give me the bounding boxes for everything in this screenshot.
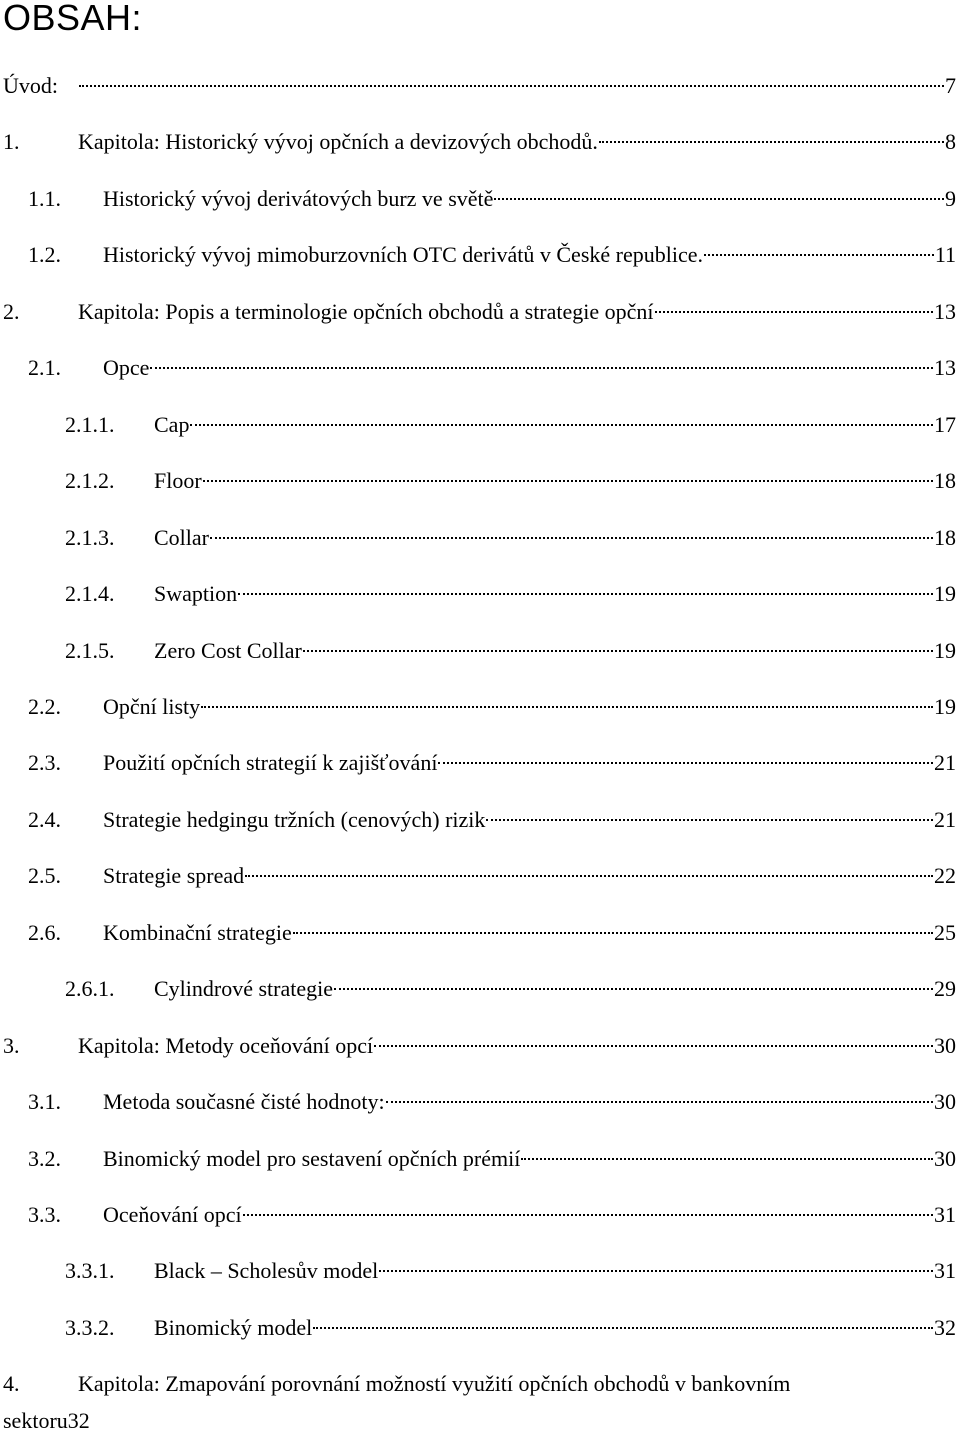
toc-entry-page-number: 8 xyxy=(945,129,956,155)
toc-entry-label: Metoda současné čisté hodnoty: xyxy=(103,1089,385,1115)
toc-dot-leader xyxy=(386,1101,933,1103)
toc-entry-page-number: 13 xyxy=(934,355,956,381)
toc-dot-leader xyxy=(303,650,933,652)
toc-entry-label: Opce xyxy=(103,355,150,381)
toc-entry-page-number: 19 xyxy=(934,693,956,719)
toc-entry-label: Historický vývoj mimoburzovních OTC derivátů v České republice. xyxy=(103,242,703,268)
toc-entry-page-number: 21 xyxy=(934,806,956,832)
toc-entry-number: 2.2. xyxy=(28,693,61,719)
toc-entry[interactable] xyxy=(0,856,960,896)
toc-entry-page-number: 11 xyxy=(934,242,956,268)
toc-entry-page-number: 32 xyxy=(934,1314,956,1340)
toc-entry-number: 3.3. xyxy=(28,1202,61,1227)
toc-entry-number: Úvod: xyxy=(3,73,58,98)
toc-entry-label: Binomický model pro sestavení opčních prémií xyxy=(103,1145,521,1171)
toc-entry-page-number: 31 xyxy=(934,1202,956,1227)
toc-entry-label: Strategie spread xyxy=(103,863,245,889)
toc-entry-page-number: 13 xyxy=(934,298,956,324)
toc-entry-number: 2.6.1. xyxy=(65,976,115,1002)
toc-entry-label: Historický vývoj derivátových burz ve světě xyxy=(103,185,494,211)
page-title: OBSAH: xyxy=(3,0,143,38)
toc-dot-leader xyxy=(494,198,944,200)
toc-entry-number: 2. xyxy=(3,298,20,324)
toc-entry-number: 2.1.2. xyxy=(65,468,115,494)
toc-entry-number: 4. xyxy=(3,1371,20,1397)
toc-entry-number: 3.1. xyxy=(28,1089,61,1115)
toc-dot-leader xyxy=(203,480,933,482)
toc-dot-leader xyxy=(334,988,933,990)
toc-entry[interactable] xyxy=(0,179,960,219)
toc-dot-leader xyxy=(438,762,933,764)
toc-dot-leader xyxy=(704,254,934,256)
toc-entry-label: Strategie hedgingu tržních (cenových) rizik xyxy=(103,806,486,832)
toc-entry-page-number: 19 xyxy=(934,581,956,607)
toc-dot-leader xyxy=(79,85,944,87)
toc-dot-leader xyxy=(293,932,933,934)
toc-entry[interactable] xyxy=(0,913,960,953)
toc-entry-label: Kombinační strategie xyxy=(103,919,292,945)
toc-entry-label: Cylindrové strategie xyxy=(154,976,334,1002)
toc-entry-label: Cap xyxy=(154,411,190,437)
toc-dot-leader xyxy=(599,141,944,143)
toc-entry[interactable] xyxy=(0,800,960,840)
toc-entry-number: 3.3.2. xyxy=(65,1314,115,1340)
toc-entry[interactable] xyxy=(0,461,960,501)
toc-entry[interactable] xyxy=(0,66,960,106)
toc-entry[interactable] xyxy=(0,1308,960,1348)
toc-dot-leader xyxy=(210,537,933,539)
toc-entry-page-number: 9 xyxy=(945,185,956,211)
toc-entry-number: 3. xyxy=(3,1032,20,1058)
toc-dot-leader xyxy=(374,1045,933,1047)
toc-entry-page-number: 29 xyxy=(934,976,956,1002)
toc-entry-number: 1.1. xyxy=(28,185,61,211)
toc-entry-number: 1. xyxy=(3,129,20,155)
toc-entry[interactable] xyxy=(0,518,960,558)
toc-entry[interactable] xyxy=(0,348,960,388)
toc-entry-page-number: 21 xyxy=(934,750,956,776)
toc-entry-page-number: 25 xyxy=(934,919,956,945)
toc-entry[interactable] xyxy=(0,687,960,727)
toc-entry-label: Floor xyxy=(154,468,202,494)
toc-entry-page-number: 30 xyxy=(934,1089,956,1115)
toc-entry-page-number: 30 xyxy=(934,1145,956,1171)
toc-entry-label: Použití opčních strategií k zajišťování xyxy=(103,750,438,776)
toc-entry-page-number: 31 xyxy=(934,1258,956,1284)
toc-entry[interactable] xyxy=(0,1195,960,1235)
toc-entry[interactable] xyxy=(0,405,960,445)
toc-entry[interactable] xyxy=(0,1139,960,1179)
toc-entry[interactable] xyxy=(0,743,960,783)
toc-entry-label: Swaption xyxy=(154,581,238,607)
toc-dot-leader xyxy=(521,1158,933,1160)
toc-entry[interactable] xyxy=(0,1026,960,1066)
toc-entry-number: 3.3.1. xyxy=(65,1258,115,1284)
toc-entry-number: 2.6. xyxy=(28,919,61,945)
toc-entry-label: Opční listy xyxy=(103,693,201,719)
toc-dot-leader xyxy=(486,819,933,821)
toc-entry-label: Collar xyxy=(154,524,209,550)
toc-entry[interactable] xyxy=(0,631,960,671)
toc-entry-number: 2.1.3. xyxy=(65,524,115,550)
toc-entry-page-number: 22 xyxy=(934,863,956,889)
toc-entry-label: Binomický model xyxy=(154,1314,313,1340)
toc-dot-leader xyxy=(190,424,933,426)
toc-entry-page-number: 19 xyxy=(934,637,956,663)
toc-entry-page-number: 7 xyxy=(945,73,956,98)
toc-entry-number: 2.4. xyxy=(28,806,61,832)
toc-entry[interactable] xyxy=(0,122,960,162)
toc-dot-leader xyxy=(379,1270,933,1272)
toc-entry-number: 2.1.4. xyxy=(65,581,115,607)
toc-dot-leader xyxy=(245,875,933,877)
toc-entry-number: 2.1.5. xyxy=(65,637,115,663)
toc-entry-label: Kapitola: Popis a terminologie opčních obchodů a strategie opční xyxy=(78,298,654,324)
toc-entry[interactable] xyxy=(0,1364,960,1404)
toc-dot-leader xyxy=(243,1214,933,1216)
toc-entry[interactable] xyxy=(0,235,960,275)
toc-entry-page-number: 18 xyxy=(934,524,956,550)
toc-dot-leader xyxy=(313,1327,933,1329)
toc-entry-page-number: 18 xyxy=(934,468,956,494)
toc-entry-number: 3.2. xyxy=(28,1145,61,1171)
toc-dot-leader xyxy=(201,706,933,708)
toc-entry-label: Zero Cost Collar xyxy=(154,637,302,663)
toc-entry[interactable] xyxy=(0,292,960,332)
toc-entry-number: 1.2. xyxy=(28,242,61,268)
toc-entry-page-number: 17 xyxy=(934,411,956,437)
toc-entry-label: Kapitola: Historický vývoj opčních a devizových obchodů. xyxy=(78,129,598,155)
toc-entry[interactable] xyxy=(0,574,960,614)
toc-entry-number: 2.1. xyxy=(28,355,61,381)
toc-dot-leader xyxy=(655,311,933,313)
toc-entry[interactable] xyxy=(0,1082,960,1122)
toc-entry-number: 2.3. xyxy=(28,750,61,776)
toc-entry[interactable] xyxy=(0,969,960,1009)
toc-entry-number: 2.1.1. xyxy=(65,411,115,437)
toc-entry-label: Kapitola: Zmapování porovnání možností využití opčních obchodů v bankovním xyxy=(78,1371,791,1397)
toc-entry[interactable] xyxy=(0,1251,960,1291)
toc-entry-continuation: sektoru32 xyxy=(3,1408,90,1433)
toc-entry-label: Oceňování opcí xyxy=(103,1202,242,1227)
toc-entry-label: Kapitola: Metody oceňování opcí xyxy=(78,1032,374,1058)
toc-dot-leader xyxy=(238,593,933,595)
toc-entry-page-number: 30 xyxy=(934,1032,956,1058)
toc-entry-label: Black – Scholesův model xyxy=(154,1258,379,1284)
toc-dot-leader xyxy=(150,367,933,369)
toc-entry-number: 2.5. xyxy=(28,863,61,889)
